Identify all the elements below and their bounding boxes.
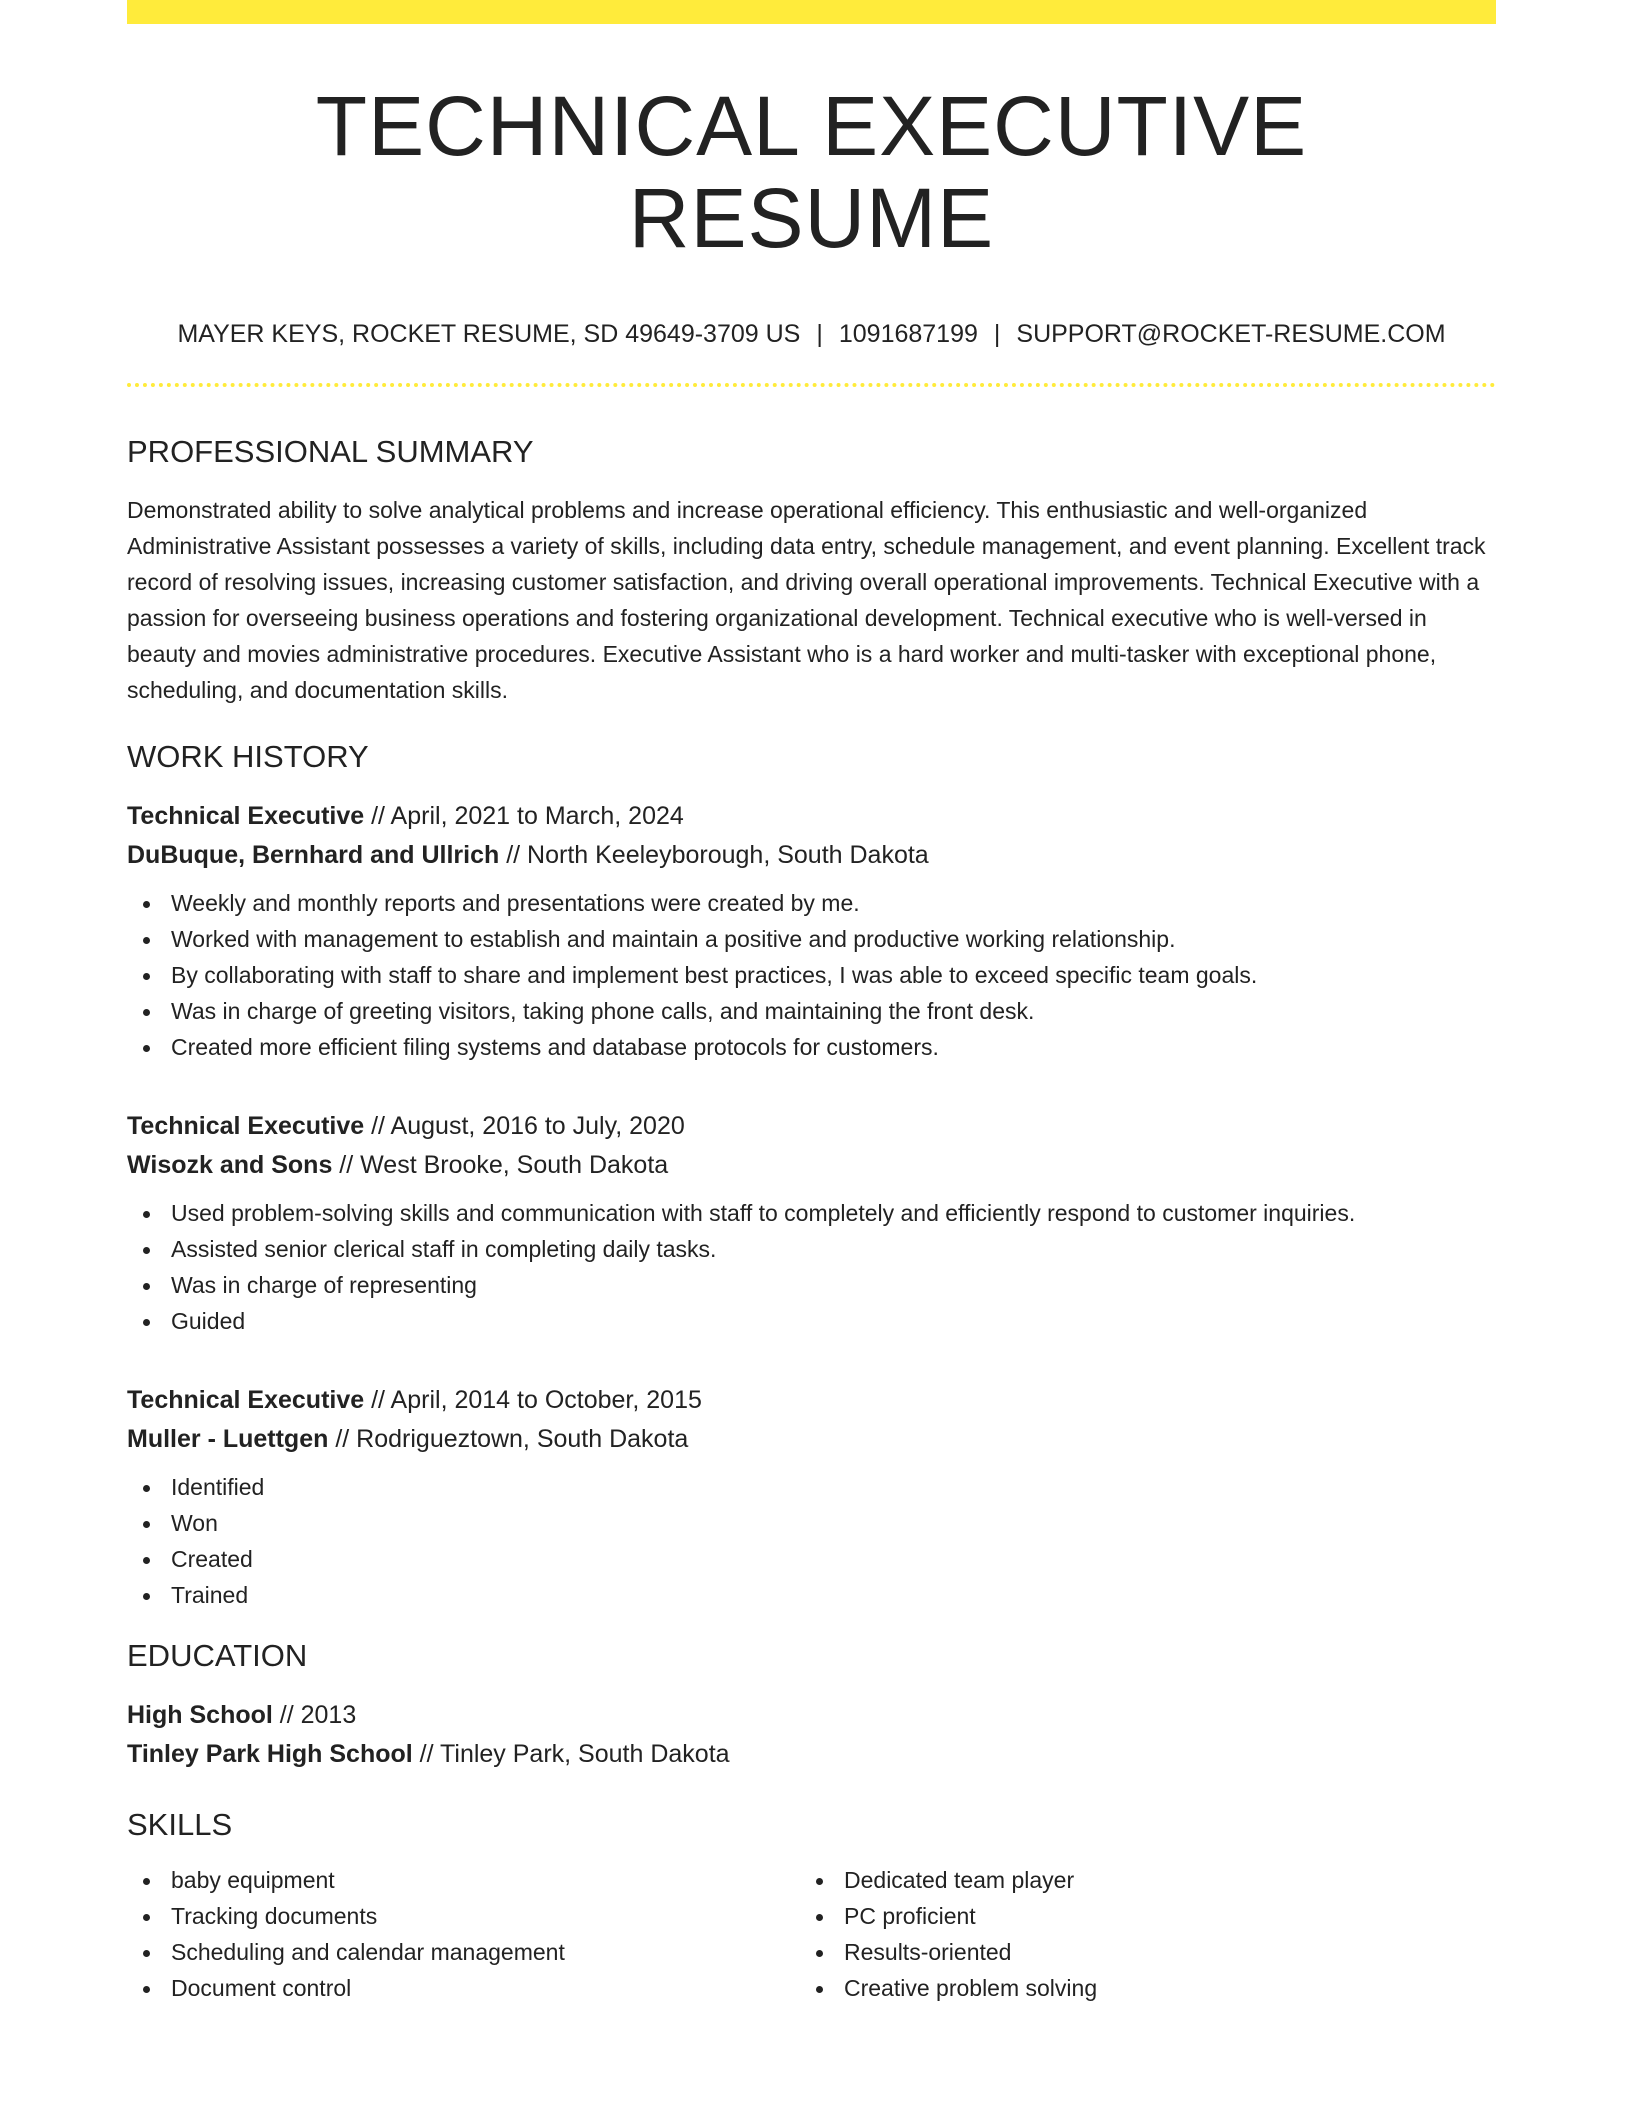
skills-list-left [127, 1862, 800, 2006]
job-title: Technical Executive [127, 802, 365, 831]
list-item: Used problem-solving skills and communication with staff to completely and efficiently respond to customer inquiries. [127, 1195, 1496, 1231]
summary-heading: PROFESSIONAL SUMMARY [127, 433, 534, 469]
education-degree-line [127, 1696, 1496, 1735]
education-degree: High School [127, 1701, 273, 1730]
job-location: // West Brooke, South Dakota [332, 1151, 669, 1180]
top-accent-bar [127, 0, 1496, 24]
job-title: Technical Executive [127, 1386, 365, 1415]
list-item: Created more efficient filing systems and database protocols for customers. [127, 1029, 1496, 1065]
contact-address: MAYER KEYS, ROCKET RESUME, SD 49649-3709 US [177, 319, 801, 348]
job-entry [127, 1107, 1496, 1339]
skills-list-right [800, 1862, 1473, 2006]
list-item: Scheduling and calendar management [127, 1934, 800, 1970]
contact-phone: 1091687199 [838, 319, 978, 348]
list-item: Creative problem solving [800, 1970, 1473, 2006]
list-item: Assisted senior clerical staff in completing daily tasks. [127, 1231, 1496, 1267]
education-year: // 2013 [272, 1701, 357, 1730]
job-dates: // August, 2016 to July, 2020 [364, 1112, 685, 1141]
contact-email: SUPPORT@ROCKET-RESUME.COM [1016, 319, 1446, 348]
job-location: // Rodrigueztown, South Dakota [328, 1425, 689, 1454]
skills-column-left [127, 1862, 800, 2006]
job-company-line [127, 1146, 1496, 1185]
job-location: // North Keeleyborough, South Dakota [499, 841, 929, 870]
list-item: PC proficient [800, 1898, 1473, 1934]
job-entry [127, 1381, 1496, 1613]
list-item: Worked with management to establish and maintain a positive and productive working relationship. [127, 921, 1496, 957]
list-item: By collaborating with staff to share and implement best practices, I was able to exceed specific team goals. [127, 957, 1496, 993]
list-item: Created [127, 1541, 1496, 1577]
list-item: Identified [127, 1469, 1496, 1505]
education-school-line [127, 1735, 1496, 1774]
contact-separator: | [993, 319, 1001, 348]
contact-separator: | [816, 319, 823, 348]
education-location: // Tinley Park, South Dakota [412, 1740, 730, 1769]
list-item: Dedicated team player [800, 1862, 1473, 1898]
job-company: Wisozk and Sons [127, 1151, 333, 1180]
list-item: Results-oriented [800, 1934, 1473, 1970]
job-title-line [127, 1381, 1496, 1420]
job-company: Muller - Luettgen [127, 1425, 329, 1454]
list-item: Trained [127, 1577, 1496, 1613]
list-item: Guided [127, 1303, 1496, 1339]
job-company-line [127, 1420, 1496, 1459]
skills-column-right [800, 1862, 1473, 2006]
job-dates: // April, 2021 to March, 2024 [364, 802, 684, 831]
list-item: Document control [127, 1970, 800, 2006]
list-item: baby equipment [127, 1862, 800, 1898]
education-entry [127, 1696, 1496, 1774]
skills-heading: SKILLS [127, 1807, 233, 1843]
job-bullets [127, 1469, 1496, 1613]
education-heading: EDUCATION [127, 1638, 308, 1674]
summary-text: Demonstrated ability to solve analytical problems and increase operational efficiency. This enthusiastic and well-organized Administrative Assistant possesses a variety of skills, including data entry, schedule management, and event planning. Excellent track record of resolving issues, increasing customer satisfaction, and driving overall operational improvements. Technical Executive with a passion for overseeing business operations and fostering organizational development. Technical executive who is well-versed in beauty and movies administrative procedures. Executive Assistant who is a hard worker and multi-tasker with exceptional phone, scheduling, and documentation skills. [127, 496, 1486, 703]
job-title-line [127, 797, 1496, 836]
list-item: Was in charge of greeting visitors, taking phone calls, and maintaining the front desk. [127, 993, 1496, 1029]
job-company: DuBuque, Bernhard and Ullrich [127, 841, 500, 870]
work-history-heading: WORK HISTORY [127, 738, 369, 774]
resume-title: TECHNICAL EXECUTIVE RESUME [315, 79, 1308, 266]
job-entry [127, 797, 1496, 1065]
resume-page [127, 0, 1496, 2006]
job-company-line [127, 836, 1496, 875]
list-item: Tracking documents [127, 1898, 800, 1934]
job-bullets [127, 885, 1496, 1065]
list-item: Weekly and monthly reports and presentations were created by me. [127, 885, 1496, 921]
list-item: Was in charge of representing [127, 1267, 1496, 1303]
job-bullets [127, 1195, 1496, 1339]
list-item: Won [127, 1505, 1496, 1541]
education-school: Tinley Park High School [127, 1740, 413, 1769]
job-dates: // April, 2014 to October, 2015 [364, 1386, 702, 1415]
job-title: Technical Executive [127, 1112, 365, 1141]
job-title-line [127, 1107, 1496, 1146]
dotted-divider [127, 383, 1496, 387]
contact-line [127, 319, 1496, 349]
skills-grid [127, 1862, 1496, 2006]
